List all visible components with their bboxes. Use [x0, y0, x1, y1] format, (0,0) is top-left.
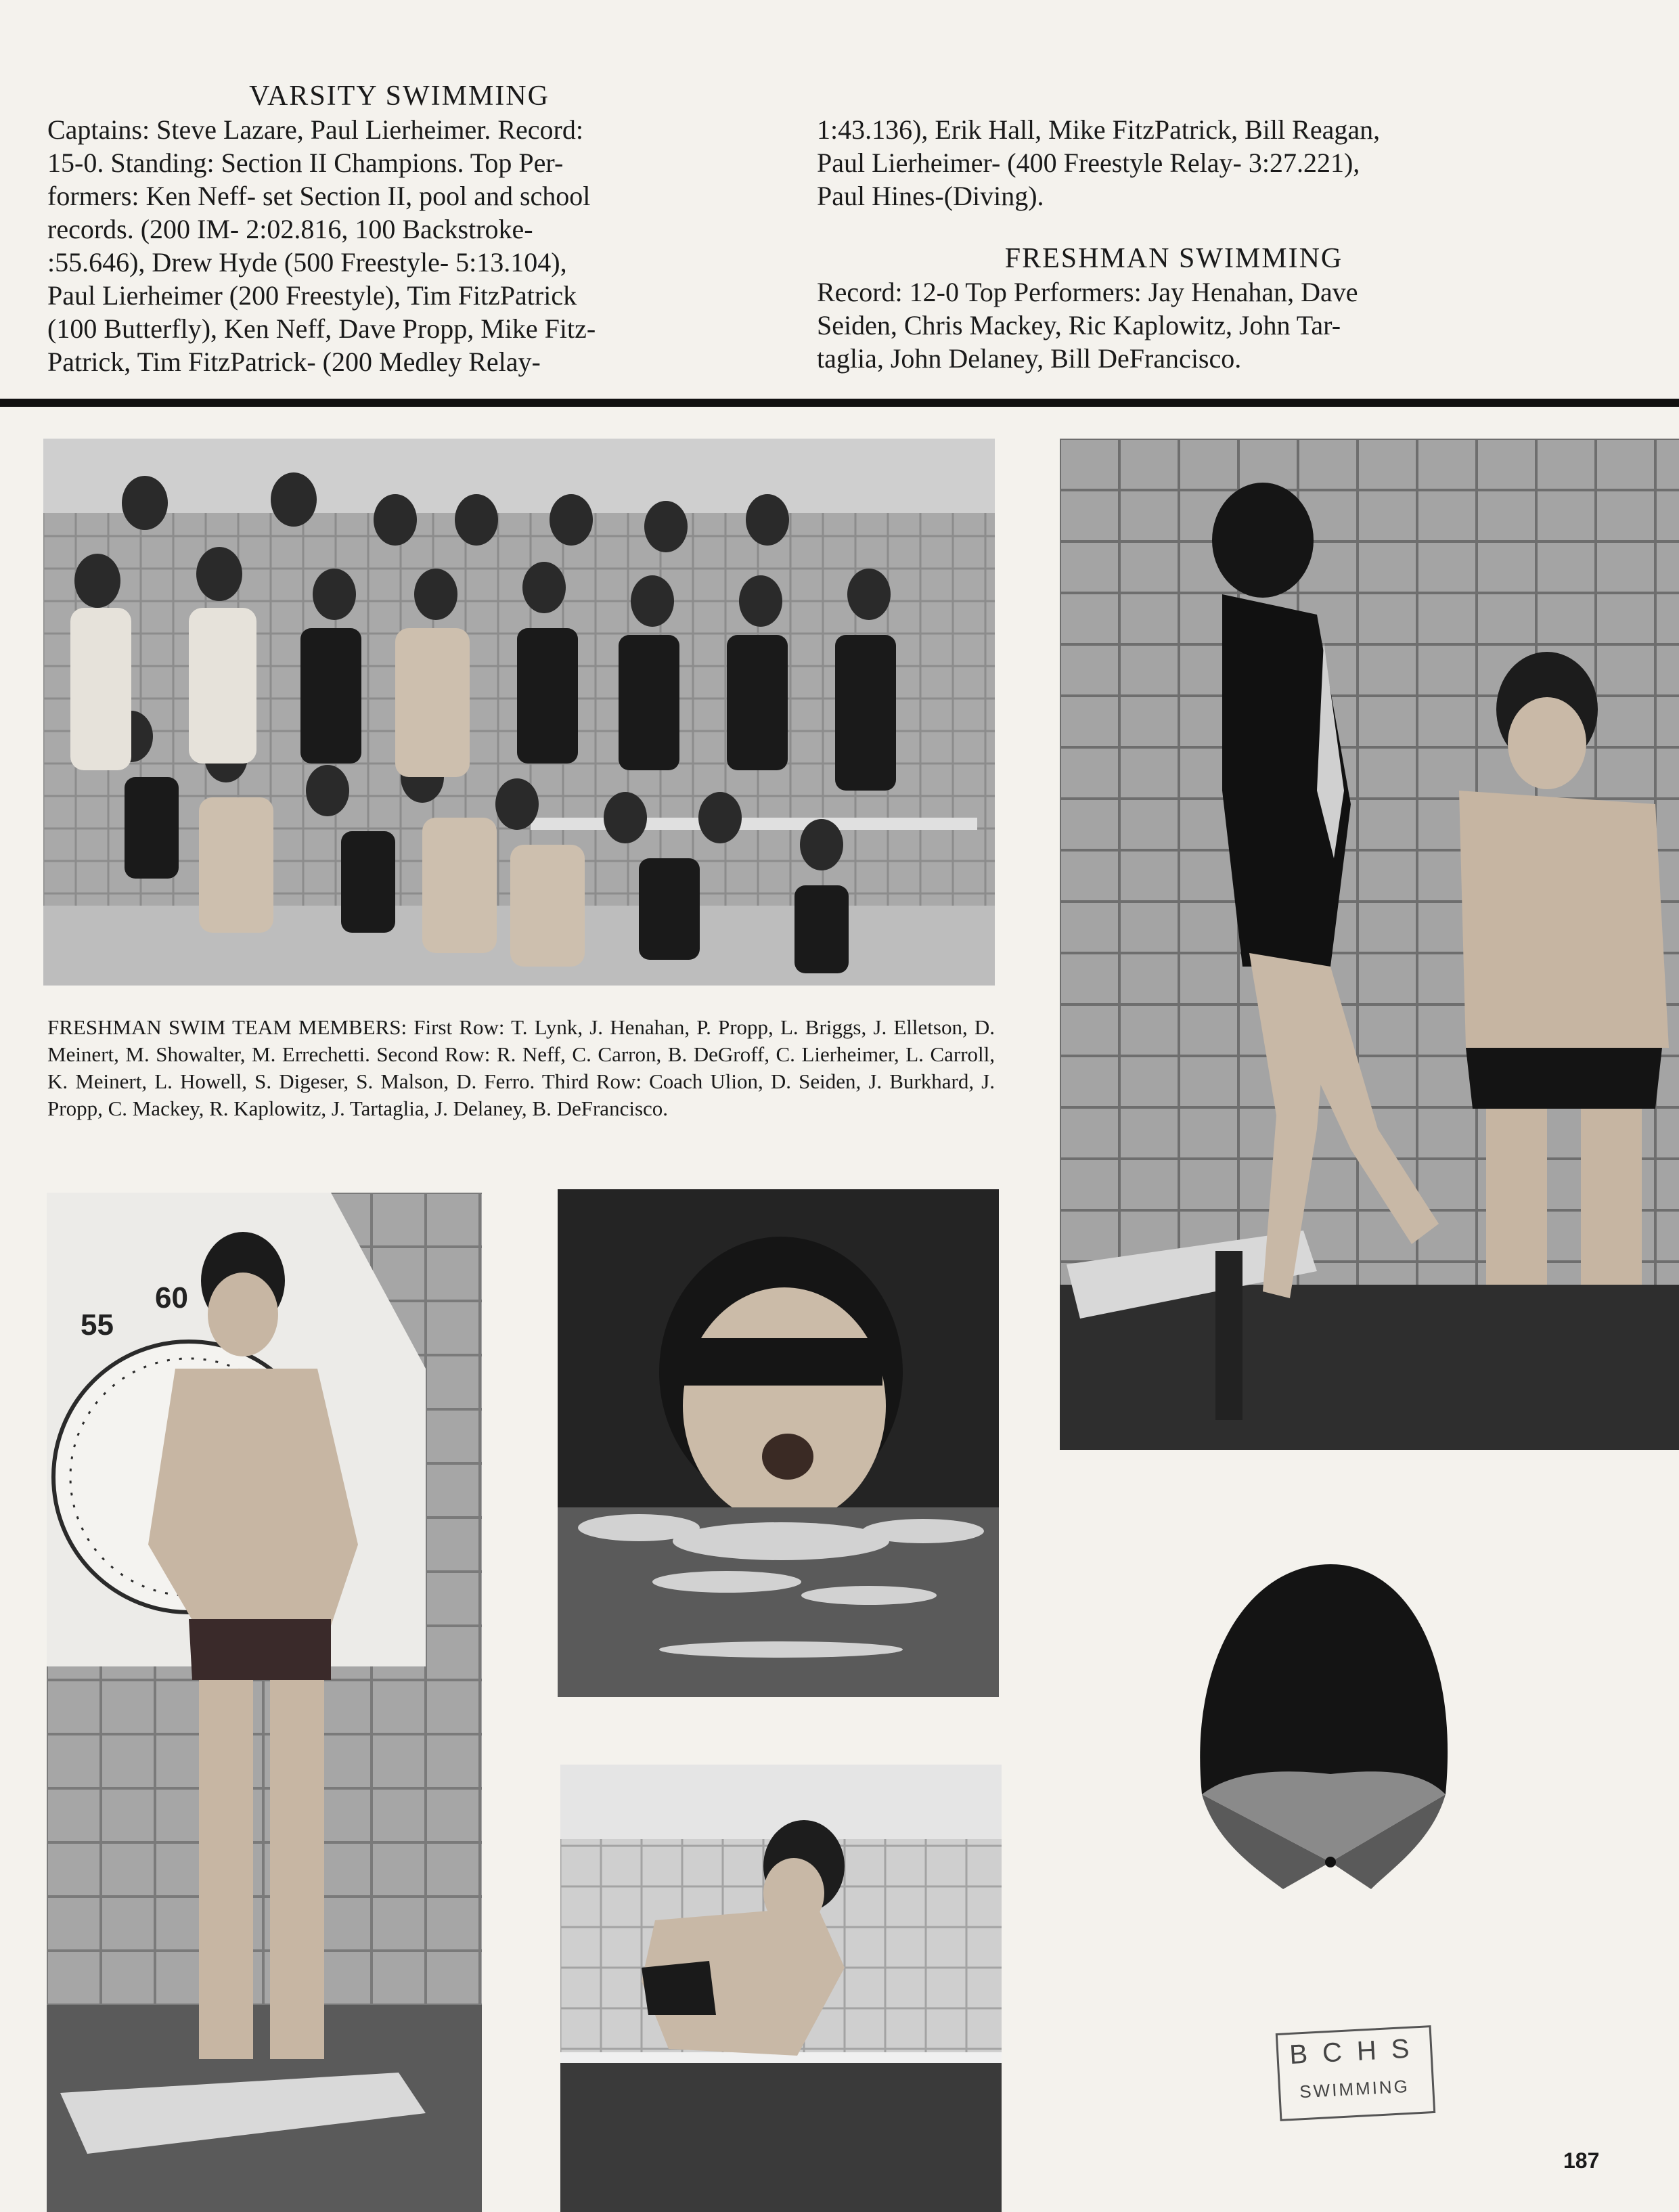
team-group-photo — [43, 439, 995, 986]
freshman-text: Record: 12-0 Top Performers: Jay Henahan, Dave Seiden, Chris Mackey, Ric Kaplowitz, John Tar- taglia, John Delaney, Bill DeFrancisco. — [817, 277, 1358, 374]
breaststroke-swimmer-photo — [558, 1189, 999, 1697]
freshman-heading: FRESHMAN SWIMMING — [1004, 243, 1343, 274]
clock-label-55: 55 — [81, 1308, 114, 1342]
right-column — [817, 113, 1531, 375]
team-members-caption: FRESHMAN SWIM TEAM MEMBERS: First Row: T. Lynk, J. Henahan, P. Propp, L. Briggs, J. Elletson, D. Meinert, M. Showalter, M. Errechetti. Second Row: R. Neff, C. Carron, B. DeGroff, C. Lierheimer, L. Carroll, K. Meinert, L. Howell, S. Digeser, S. Malson, D. Ferro. Third Row: Coach Ulion, D. Seiden, J. Burkhard, J. Propp, C. Mackey, R. Kaplowitz, J. Tartaglia, J. Delaney, B. DeFrancisco. — [47, 1015, 995, 1120]
page-number: 187 — [1563, 2148, 1600, 2173]
swim-cap-graphic — [1175, 1551, 1466, 1930]
varsity-column — [47, 80, 751, 378]
stamp-line-1: BCHS — [1289, 2033, 1425, 2071]
diver-photo — [1060, 439, 1679, 1450]
starting-block-photo — [560, 1765, 1002, 2212]
swimmer-clock-photo — [47, 1193, 482, 2212]
clock-label-60: 60 — [155, 1281, 188, 1314]
stamp-line-2: SWIMMING — [1299, 2075, 1410, 2102]
bchs-swimming-stamp — [1276, 2025, 1435, 2121]
varsity-text-continued: 1:43.136), Erik Hall, Mike FitzPatrick, Bill Reagan, Paul Lierheimer- (400 Freestyle Relay- 3:27.221), Paul Hines-(Diving). — [817, 114, 1381, 211]
varsity-text: Captains: Steve Lazare, Paul Lierheimer. Record: 15-0. Standing: Section II Champions. Top Per- formers: Ken Neff- set Section II, pool and school records. (200 IM- 2:02.816, 100 Backstroke- :55.646), Drew Hyde (500 Freestyle- 5:13.104), Paul Lierheimer (200 Freestyle), Tim FitzPatrick (100 Butterfly), Ken Neff, Dave Propp, Mike Fitz- Patrick, Tim FitzPatrick- (200 Medley Relay- — [47, 114, 596, 377]
section-rule — [0, 399, 1679, 407]
varsity-heading: VARSITY SWIMMING — [249, 81, 550, 112]
